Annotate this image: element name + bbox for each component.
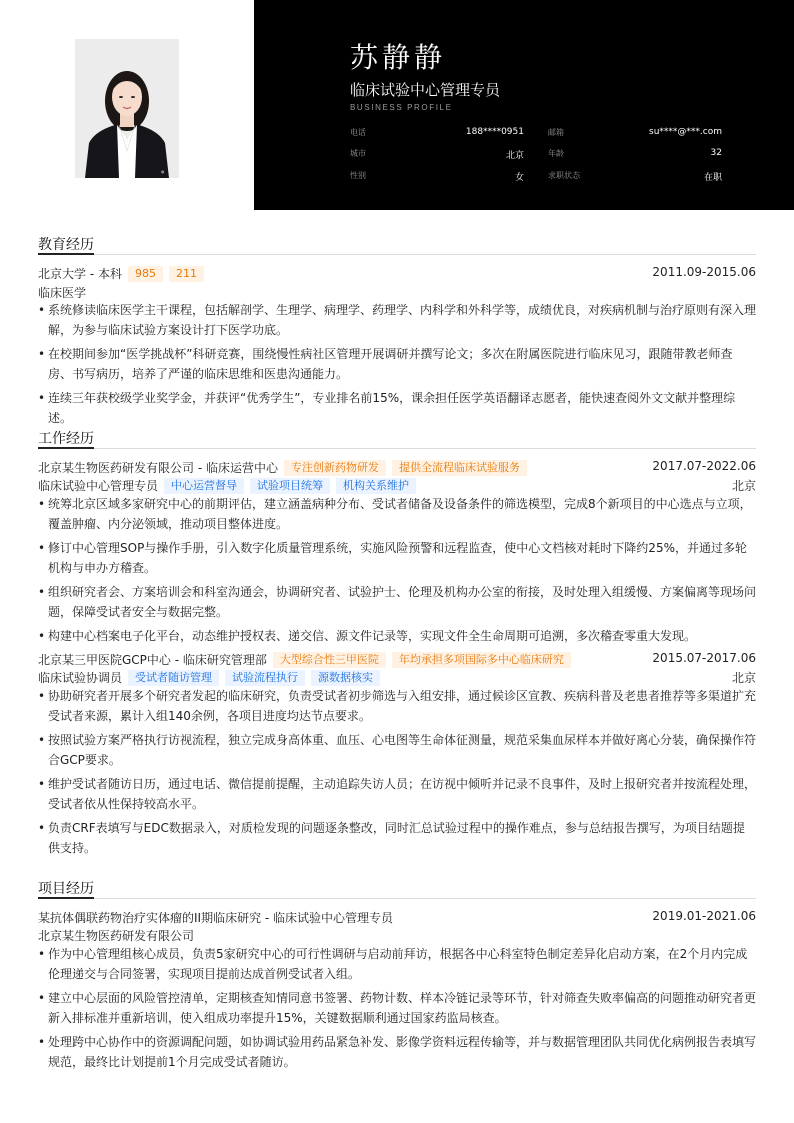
job-role-row <box>38 669 756 687</box>
job-header-row <box>38 651 756 669</box>
list-item: • 建立中心层面的风险管控清单，定期核查知情同意书签署、药物计数、样本冷链记录等环节，针对筛查失败率偏高的问题推动研究者更新入排标准并重新培训，使入组成功率提升15%，关键数据顺利通过国家药监局核查。 <box>38 988 756 1028</box>
company-tag: 年均承担多项国际多中心临床研究 <box>392 652 571 668</box>
profile-photo <box>75 39 179 178</box>
list-item: • 统筹北京区域多家研究中心的前期评估，建立涵盖病种分布、受试者储备及设备条件的筛选模型，完成8个新项目的中心选点与立项，覆盖肿瘤、内分泌领域，推动项目整体进度。 <box>38 494 756 534</box>
list-item: • 协助研究者开展多个研究者发起的临床研究，负责受试者初步筛选与入组安排，通过候诊区宣教、疾病科普及老患者推荐等多渠道扩充受试者来源，累计入组140余例，各项目进度均达节点要求。 <box>38 686 756 726</box>
info-label: 年龄 <box>548 149 564 158</box>
info-value: 188****0951 <box>465 127 524 137</box>
list-item: • 处理跨中心协作中的资源调配问题，如协调试验用药品紧急补发、影像学资料远程传输等，并与数据管理团队共同优化病例报告表填写规范，最终比计划提前1个月完成受试者随访。 <box>38 1032 756 1072</box>
education-period: 2011.09-2015.06 <box>652 265 756 279</box>
project-bullets <box>38 944 756 1076</box>
info-label: 电话 <box>350 128 366 137</box>
list-item: • 按照试验方案严格执行访视流程，独立完成身高体重、血压、心电图等生命体征测量，规范采集血尿样本并做好离心分装，确保操作符合GCP要求。 <box>38 730 756 770</box>
project-period: 2019.01-2021.06 <box>652 909 756 923</box>
list-item: • 构建中心档案电子化平台，动态维护授权表、递交信、源文件记录等，实现文件全生命周期可追溯，多次稽查零重大发现。 <box>38 626 756 646</box>
school-tag: 985 <box>128 266 163 282</box>
header-info-panel <box>254 0 794 210</box>
list-item: • 作为中心管理组核心成员，负责5家研究中心的可行性调研与启动前拜访，根据各中心科室特色制定差异化启动方案，在2个月内完成伦理递交与合同签署，实现项目提前达成首例受试者入组。 <box>38 944 756 984</box>
divider-accent <box>38 447 94 449</box>
job-bullets <box>38 686 756 862</box>
role-tag: 试验流程执行 <box>225 670 305 686</box>
list-item: • 负责CRF表填写与EDC数据录入，对质检发现的问题逐条整改，同时汇总试验过程中的操作难点，参与总结报告撰写，为项目结题提供支持。 <box>38 818 756 858</box>
project-header-row <box>38 909 756 927</box>
info-value: 女 <box>514 173 524 183</box>
info-email <box>548 127 722 139</box>
info-gender <box>350 170 524 182</box>
major: 临床医学 <box>38 286 87 300</box>
company-tag: 大型综合性三甲医院 <box>273 652 386 668</box>
school-name: 北京大学 - 本科 <box>38 267 122 281</box>
list-item: • 系统修读临床医学主干课程，包括解剖学、生理学、病理学、药理学、内科学和外科学等，成绩优良，对疾病机制与治疗原则有深入理解，为参与临床试验方案设计打下医学功底。 <box>38 300 756 340</box>
info-value: 32 <box>710 148 722 158</box>
list-item: • 在校期间参加“医学挑战杯”科研竞赛，围绕慢性病社区管理开展调研并撰写论文；多次在附属医院进行临床见习，跟随带教老师查房、书写病历，培养了严谨的临床思维和医患沟通能力。 <box>38 344 756 384</box>
project-org-row <box>38 927 756 945</box>
divider-accent <box>38 253 94 255</box>
section-title-education: 教育经历 <box>38 237 94 253</box>
job-role: 临床试验协调员 <box>38 671 123 685</box>
info-value: su****@***.com <box>649 127 722 137</box>
resume-header <box>0 0 794 210</box>
role-tag: 机构关系维护 <box>336 478 416 494</box>
job-bullets <box>38 494 756 650</box>
divider-accent <box>38 897 94 899</box>
profile-subtitle: BUSINESS PROFILE <box>350 103 453 112</box>
info-label: 求职状态 <box>548 171 580 180</box>
list-item: • 修订中心管理SOP与操作手册，引入数字化质量管理系统，实施风险预警和远程监查，使中心文档核对耗时下降约25%，并通过多轮机构与申办方稽查。 <box>38 538 756 578</box>
education-header-row <box>38 265 756 283</box>
company-tag: 专注创新药物研发 <box>284 460 386 476</box>
project-org: 北京某生物医药研发有限公司 <box>38 929 195 943</box>
info-phone <box>350 127 524 139</box>
section-divider <box>38 448 756 449</box>
job-city: 北京 <box>731 479 756 493</box>
info-value: 在职 <box>703 173 722 183</box>
job-role-row <box>38 477 756 495</box>
job-period: 2017.07-2022.06 <box>652 459 756 473</box>
company-name: 北京某三甲医院GCP中心 - 临床研究管理部 <box>38 653 267 667</box>
education-bullets <box>38 300 756 432</box>
section-title-projects: 项目经历 <box>38 881 94 897</box>
section-divider <box>38 898 756 899</box>
portrait-image <box>75 39 179 178</box>
info-job-status <box>548 170 722 182</box>
info-age <box>548 148 722 160</box>
role-tag: 中心运营督导 <box>164 478 244 494</box>
role-tag: 试验项目统筹 <box>250 478 330 494</box>
svg-text:●: ● <box>161 169 165 174</box>
list-item: • 组织研究者会、方案培训会和科室沟通会，协调研究者、试验护士、伦理及机构办公室的衔接，及时处理入组缓慢、方案偏离等现场问题，保障受试者安全与数据完整。 <box>38 582 756 622</box>
info-label: 城市 <box>350 149 366 158</box>
job-header-row <box>38 459 756 477</box>
project-name: 某抗体偶联药物治疗实体瘤的II期临床研究 - 临床试验中心管理专员 <box>38 911 394 925</box>
job-city: 北京 <box>731 671 756 685</box>
school-tag: 211 <box>169 266 204 282</box>
company-name: 北京某生物医药研发有限公司 - 临床运营中心 <box>38 461 278 475</box>
candidate-name: 苏静静 <box>350 41 447 74</box>
photo-area <box>0 0 254 210</box>
list-item: • 连续三年获校级学业奖学金，并获评“优秀学生”，专业排名前15%，课余担任医学英语翻译志愿者，能快速查阅外文文献并整理综述。 <box>38 388 756 428</box>
job-role: 临床试验中心管理专员 <box>38 479 159 493</box>
info-label: 邮箱 <box>548 128 564 137</box>
list-item: • 维护受试者随访日历，通过电话、微信提前提醒，主动追踪失访人员；在访视中倾听并记录不良事件，及时上报研究者并按流程处理，受试者依从性保持较高水平。 <box>38 774 756 814</box>
section-divider <box>38 254 756 255</box>
role-tag: 受试者随访管理 <box>128 670 219 686</box>
company-tag: 提供全流程临床试验服务 <box>392 460 527 476</box>
info-label: 性别 <box>350 171 366 180</box>
info-city <box>350 148 524 160</box>
job-title: 临床试验中心管理专员 <box>350 81 501 99</box>
info-value: 北京 <box>505 151 524 161</box>
section-title-work: 工作经历 <box>38 431 94 447</box>
role-tag: 源数据核实 <box>311 670 380 686</box>
job-period: 2015.07-2017.06 <box>652 651 756 665</box>
